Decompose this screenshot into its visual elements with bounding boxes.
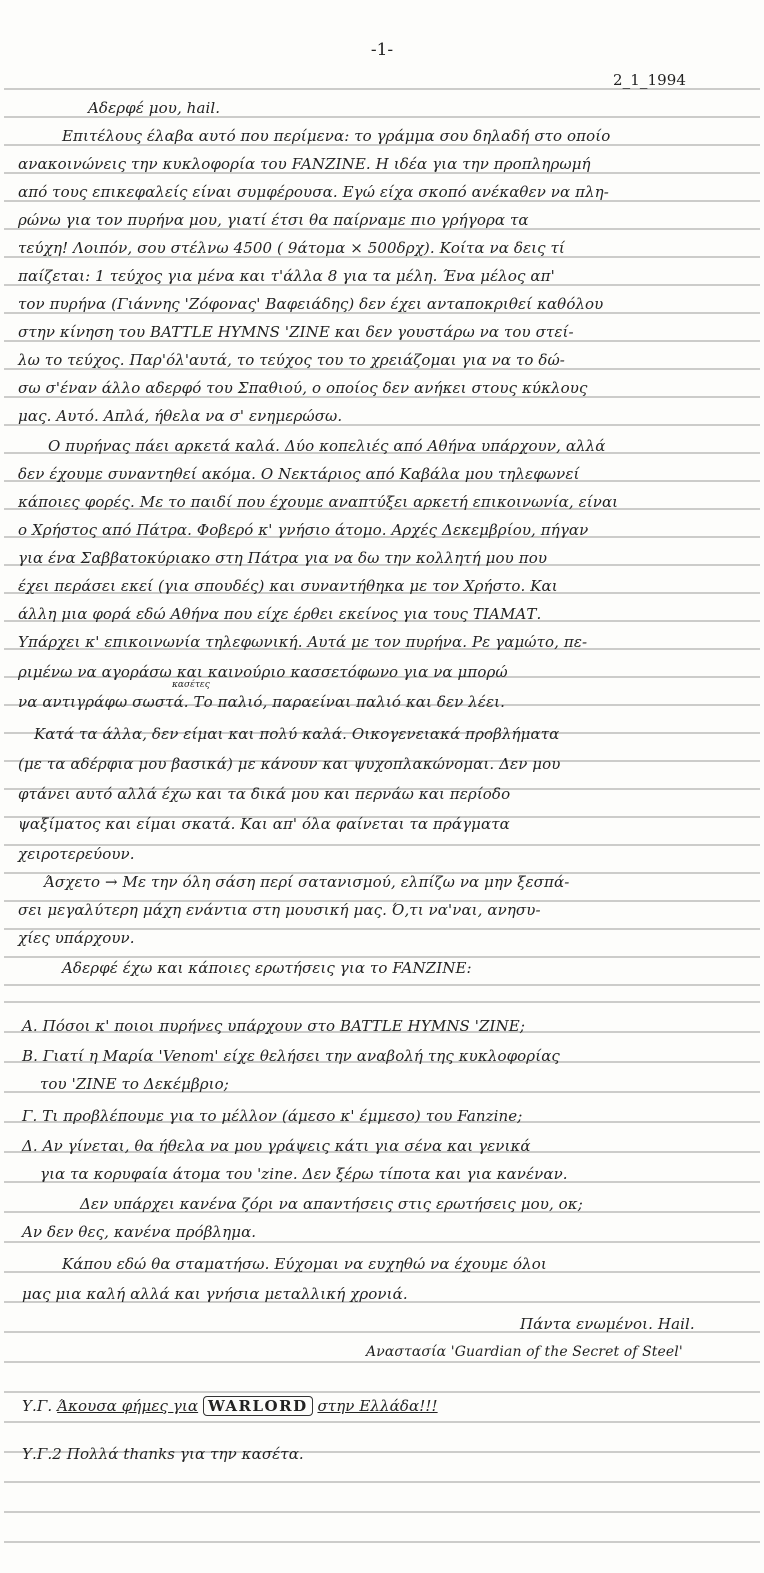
text-line: Υπάρχει κ' επικοινωνία τηλεφωνική. Αυτά με τον πυρήνα. Pε γαμώτο, πε- [18, 633, 588, 651]
closing: Πάντα ενωμένοι. Hail. [520, 1315, 695, 1333]
text-line: παίζεται: 1 τεύχος για μένα και τ'άλλα 8 για τα μέλη. Ένα μέλος απ' [18, 267, 555, 285]
text-line: Κάπου εδώ θα σταματήσω. Εύχομαι να ευχηθώ να έχουμε όλοι [62, 1255, 547, 1273]
text-line: στην κίνηση του BATTLE HYMNS 'ZINE και δεν γουστάρω να του στεί- [18, 323, 574, 341]
text-line: Κατά τα άλλα, δεν είμαι και πολύ καλά. Οικογενειακά προβλήματα [34, 725, 560, 743]
text-line: ο Χρήστος από Πάτρα. Φοβερό κ' γνήσιο άτομο. Αρχές Δεκεμβρίου, πήγαν [18, 521, 589, 539]
text-line: ψαξίματος και είμαι σκατά. Και απ' όλα φαίνεται τα πράγματα [18, 815, 510, 833]
text-line: μας μια καλή αλλά και γνήσια μεταλλική χρονιά. [22, 1285, 408, 1303]
text-line: έχει περάσει εκεί (για σπουδές) και συναντήθηκα με τον Χρήστο. Και [18, 577, 558, 595]
text-line: κάποιες φορές. Με το παιδί που έχουμε αναπτύξει αρκετή επικοινωνία, είναι [18, 493, 619, 511]
text-line: δεν έχουμε συναντηθεί ακόμα. Ο Νεκτάριος από Καβάλα μου τηλεφωνεί [18, 465, 580, 483]
postscript-2 [22, 1444, 304, 1464]
text-line: άλλη μια φορά εδώ Αθήνα που είχε έρθει εκείνος για τους ΤΙΑΜΑΤ. [18, 605, 542, 623]
letter-date: 2_1_1994 [613, 71, 687, 89]
postscript-1-text: Άκουσα φήμες για [57, 1397, 199, 1415]
text-line: από τους επικεφαλείς είναι συμφέρουσα. Εγώ είχα σκοπό ανέκαθεν να πλη- [18, 183, 609, 201]
text-line: χειροτερεύουν. [18, 845, 135, 863]
text-line: για ένα Σαββατοκύριακο στη Πάτρα για να δω την κολλητή μου που [18, 549, 548, 567]
text-line: φτάνει αυτό αλλά έχω και τα δικά μου και περνάω και περίοδο [18, 785, 511, 803]
text-line: Άσχετο → Με την όλη σάση περί σατανισμού, ελπίζω να μην ξεσπά- [44, 873, 570, 891]
text-line: ριμένω να αγοράσω και καινούριο κασσετόφωνο για να μπορώ [18, 663, 508, 681]
postscript-1-prefix: Υ.Γ. [22, 1397, 53, 1415]
question-a: Α. Πόσοι κ' ποιοι πυρήνες υπάρχουν στο BATTLE HYMNS 'ZINE; [22, 1017, 525, 1035]
text-line: χίες υπάρχουν. [18, 929, 135, 947]
question-b: Β. Γιατί η Μαρία 'Venom' είχε θελήσει την αναβολή της κυκλοφορίας [22, 1047, 560, 1065]
text-line: Επιτέλους έλαβα αυτό που περίμενα: το γράμμα σου δηλαδή στο οποίο [62, 127, 611, 145]
postscript-2-prefix: Υ.Γ.2 [22, 1445, 62, 1463]
postscript-2-text: Πολλά thanks για την κασέτα. [66, 1445, 304, 1463]
text-line: Δεν υπάρχει κανένα ζόρι να απαντήσεις στις ερωτήσεις μου, οκ; [80, 1195, 583, 1213]
text-line: (με τα αδέρφια μου βασικά) με κάνουν και ψυχοπλακώνομαι. Δεν μου [18, 755, 561, 773]
text-line: να αντιγράφω σωστά. Το παλιό, παραείναι παλιό και δεν λέει. [18, 693, 505, 711]
text-line: Ο πυρήνας πάει αρκετά καλά. Δύο κοπελιές από Αθήνα υπάρχουν, αλλά [48, 437, 606, 455]
text-line: σω σ'έναν άλλο αδερφό του Σπαθιού, ο οποίος δεν ανήκει στους κύκλους [18, 379, 588, 397]
text-line: σει μεγαλύτερη μάχη ενάντια στη μουσική μας. Ό,τι να'ναι, ανησυ- [18, 901, 541, 919]
greeting: Αδερφέ μου, hail. [88, 99, 221, 117]
question-d: Δ. Αν γίνεται, θα ήθελα να μου γράψεις κάτι για σένα και γενικά [22, 1137, 531, 1155]
question-b-cont: του 'ZINE το Δεκέμβριο; [40, 1075, 229, 1093]
postscript-1 [22, 1396, 438, 1416]
signature: Αναστασία 'Guardian of the Secret of Steel' [366, 1344, 683, 1360]
text-line: λω το τεύχος. Παρ'όλ'αυτά, το τεύχος του το χρειάζομαι για να το δώ- [18, 351, 565, 369]
text-line: τον πυρήνα (Γιάννης 'Ζόφονας' Βαφειάδης) δεν έχει ανταποκριθεί καθόλου [18, 295, 604, 313]
text-line: Αδερφέ έχω και κάποιες ερωτήσεις για το FANZINE: [62, 959, 472, 977]
postscript-1-ending: στην Ελλάδα!!! [317, 1397, 438, 1415]
page-number: -1- [370, 40, 394, 60]
text-line: τεύχη! Λοιπόν, σου στέλνω 4500 ( 9άτομα × 500δρχ). Κοίτα να δεις τί [18, 239, 565, 257]
text-line: ρώνω για τον πυρήνα μου, γιατί έτσι θα παίρναμε πιο γρήγορα τα [18, 211, 529, 229]
text-line: Αν δεν θες, κανένα πρόβλημα. [22, 1223, 257, 1241]
band-name: WARLORD [203, 1396, 313, 1416]
question-d-cont: για τα κορυφαία άτομα του 'zine. Δεν ξέρω τίποτα και για κανέναν. [40, 1165, 568, 1183]
insertion-note: κασέτες [172, 680, 210, 690]
text-line: μας. Αυτό. Απλά, ήθελα να σ' ενημερώσω. [18, 407, 343, 425]
text-line: ανακοινώνεις την κυκλοφορία του FANZINE. Η ιδέα για την προπληρωμή [18, 155, 591, 173]
question-c: Γ. Τι προβλέπουμε για το μέλλον (άμεσο κ' έμμεσο) του Fanzine; [22, 1107, 523, 1125]
